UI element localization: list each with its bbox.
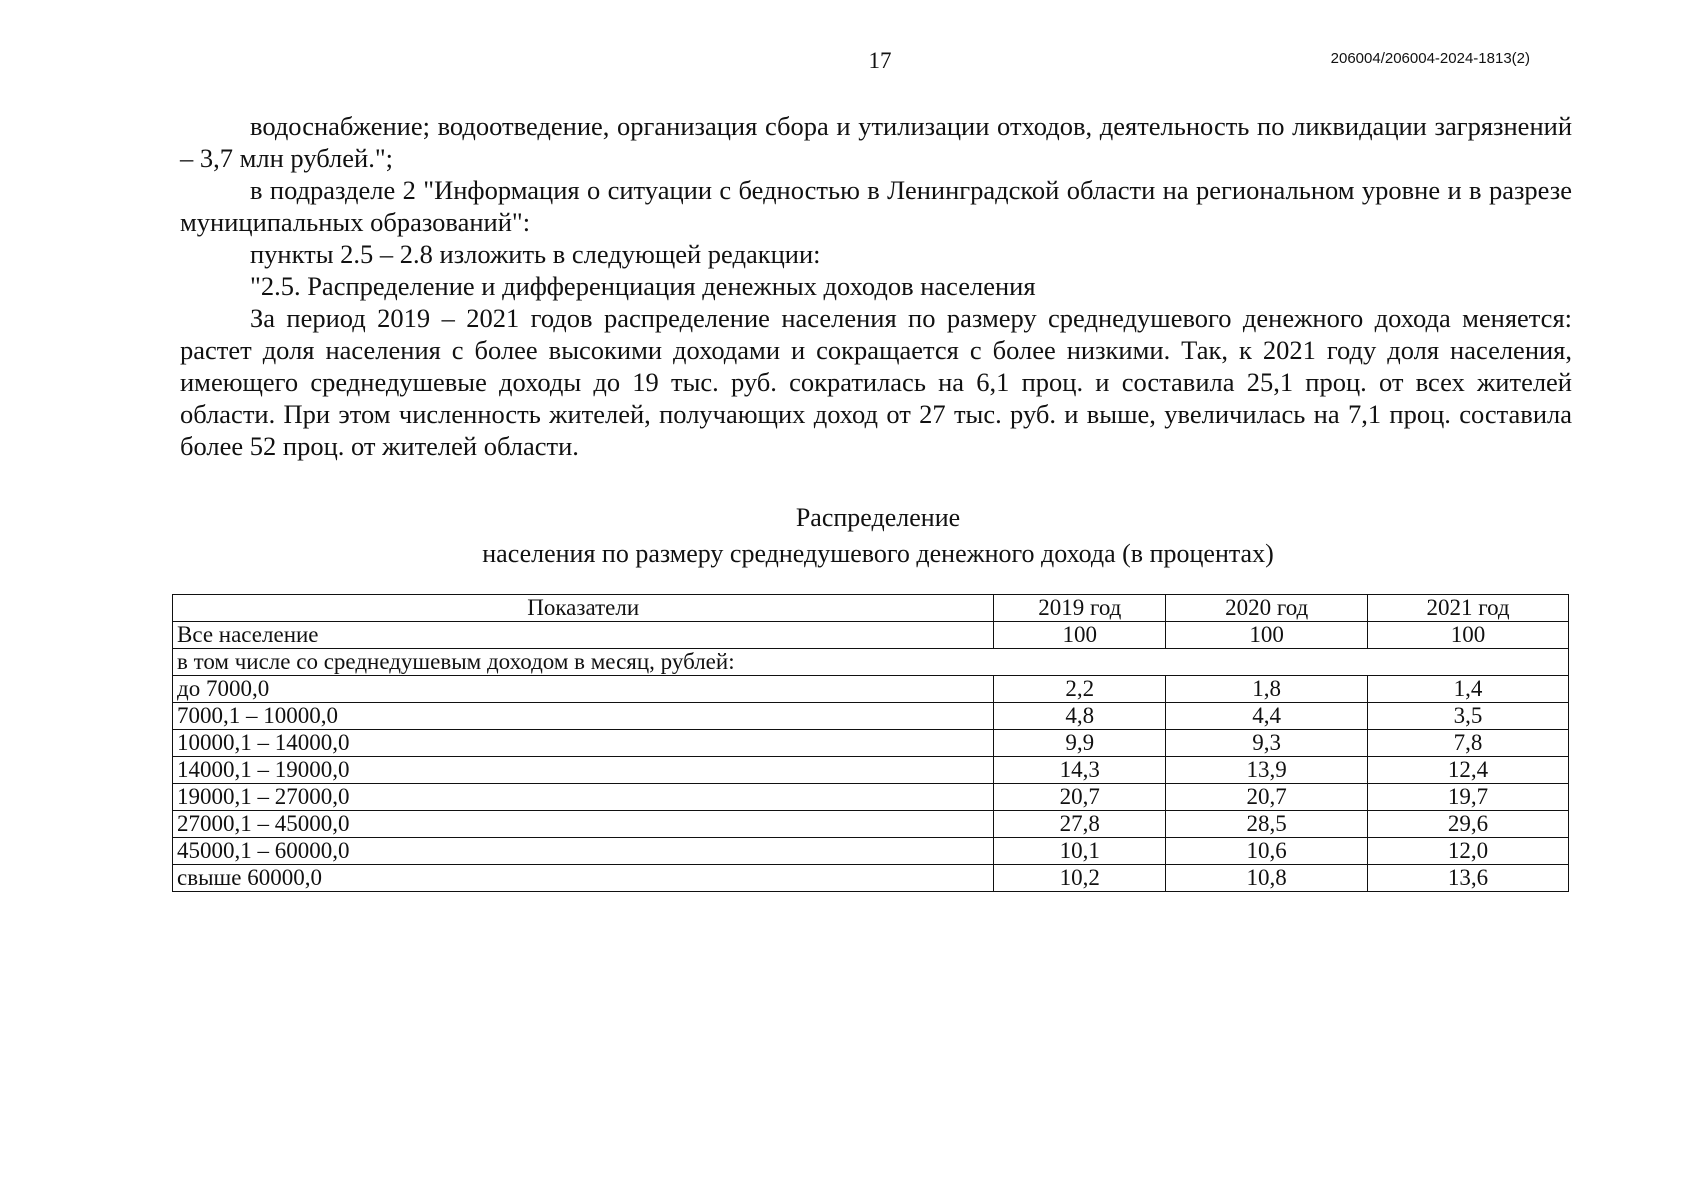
table-row [173, 676, 1569, 703]
cell-value: 10,8 [1166, 865, 1368, 892]
cell-value: 20,7 [994, 784, 1166, 811]
cell-value: 12,0 [1368, 838, 1569, 865]
cell-value: 4,4 [1166, 703, 1368, 730]
row-label: до 7000,0 [173, 676, 994, 703]
cell-value: 3,5 [1368, 703, 1569, 730]
paragraph: пункты 2.5 – 2.8 изложить в следующей редакции: [250, 239, 821, 269]
cell-value: 9,9 [994, 730, 1166, 757]
cell-value: 1,8 [1166, 676, 1368, 703]
income-distribution-table [172, 594, 1569, 892]
table-title [160, 500, 1596, 572]
cell-value: 19,7 [1368, 784, 1569, 811]
cell-value: 28,5 [1166, 811, 1368, 838]
table-row [173, 811, 1569, 838]
table-row [173, 784, 1569, 811]
cell-value: 27,8 [994, 811, 1166, 838]
cell-value: 29,6 [1368, 811, 1569, 838]
column-header: 2019 год [994, 595, 1166, 622]
cell-value: 1,4 [1368, 676, 1569, 703]
table-row [173, 730, 1569, 757]
table-row-total [173, 622, 1569, 649]
cell-value: 4,8 [994, 703, 1166, 730]
cell-value: 2,2 [994, 676, 1166, 703]
table-row [173, 703, 1569, 730]
row-label: 7000,1 – 10000,0 [173, 703, 994, 730]
cell-value: 100 [1166, 622, 1368, 649]
row-label: 19000,1 – 27000,0 [173, 784, 994, 811]
row-label: свыше 60000,0 [173, 865, 994, 892]
table-row [173, 757, 1569, 784]
table-title-line-1: Распределение [795, 503, 961, 532]
body-text [180, 110, 1572, 462]
page-number: 17 [868, 48, 892, 73]
cell-value: 100 [994, 622, 1166, 649]
row-label: 10000,1 – 14000,0 [173, 730, 994, 757]
table-row [173, 838, 1569, 865]
section-heading: "2.5. Распределение и дифференциация денежных доходов населения [250, 271, 1036, 301]
cell-value: 14,3 [994, 757, 1166, 784]
column-header: Показатели [173, 595, 994, 622]
row-label: Все население [173, 622, 994, 649]
cell-value: 20,7 [1166, 784, 1368, 811]
cell-value: 10,2 [994, 865, 1166, 892]
row-label: 27000,1 – 45000,0 [173, 811, 994, 838]
column-header: 2021 год [1368, 595, 1569, 622]
table-subheading-row [173, 649, 1569, 676]
row-label: 45000,1 – 60000,0 [173, 838, 994, 865]
subheading-cell: в том числе со среднедушевым доходом в месяц, рублей: [173, 649, 1569, 676]
cell-value: 10,6 [1166, 838, 1368, 865]
table-header-row [173, 595, 1569, 622]
table-row [173, 865, 1569, 892]
cell-value: 9,3 [1166, 730, 1368, 757]
cell-value: 13,6 [1368, 865, 1569, 892]
document-id: 206004/206004-2024-1813(2) [1330, 50, 1530, 67]
cell-value: 100 [1368, 622, 1569, 649]
cell-value: 10,1 [994, 838, 1166, 865]
paragraph: в подразделе 2 "Информация о ситуации с бедностью в Ленинградской области на региональном уровне и в разрезе муниципальных образований": [180, 175, 1572, 237]
table-title-line-2: населения по размеру среднедушевого денежного дохода (в процентах) [482, 539, 1274, 568]
cell-value: 13,9 [1166, 757, 1368, 784]
row-label: 14000,1 – 19000,0 [173, 757, 994, 784]
paragraph: За период 2019 – 2021 годов распределение населения по размеру среднедушевого денежного дохода меняется: растет доля населения с более высокими доходами и сокращается с более низкими. Так, к 2021 году доля населения, имеющего среднедушевые доходы до 19 тыс. руб. сократилась на 6,1 проц. и составила 25,1 проц. от всех жителей области. При этом численность жителей, получающих доход от 27 тыс. руб. и выше, увеличилась на 7,1 проц. составила более 52 проц. от жителей области. [180, 303, 1572, 461]
column-header: 2020 год [1166, 595, 1368, 622]
paragraph: водоснабжение; водоотведение, организация сбора и утилизации отходов, деятельность по ликвидации загрязнений – 3,7 млн рублей."; [180, 111, 1572, 173]
cell-value: 7,8 [1368, 730, 1569, 757]
cell-value: 12,4 [1368, 757, 1569, 784]
